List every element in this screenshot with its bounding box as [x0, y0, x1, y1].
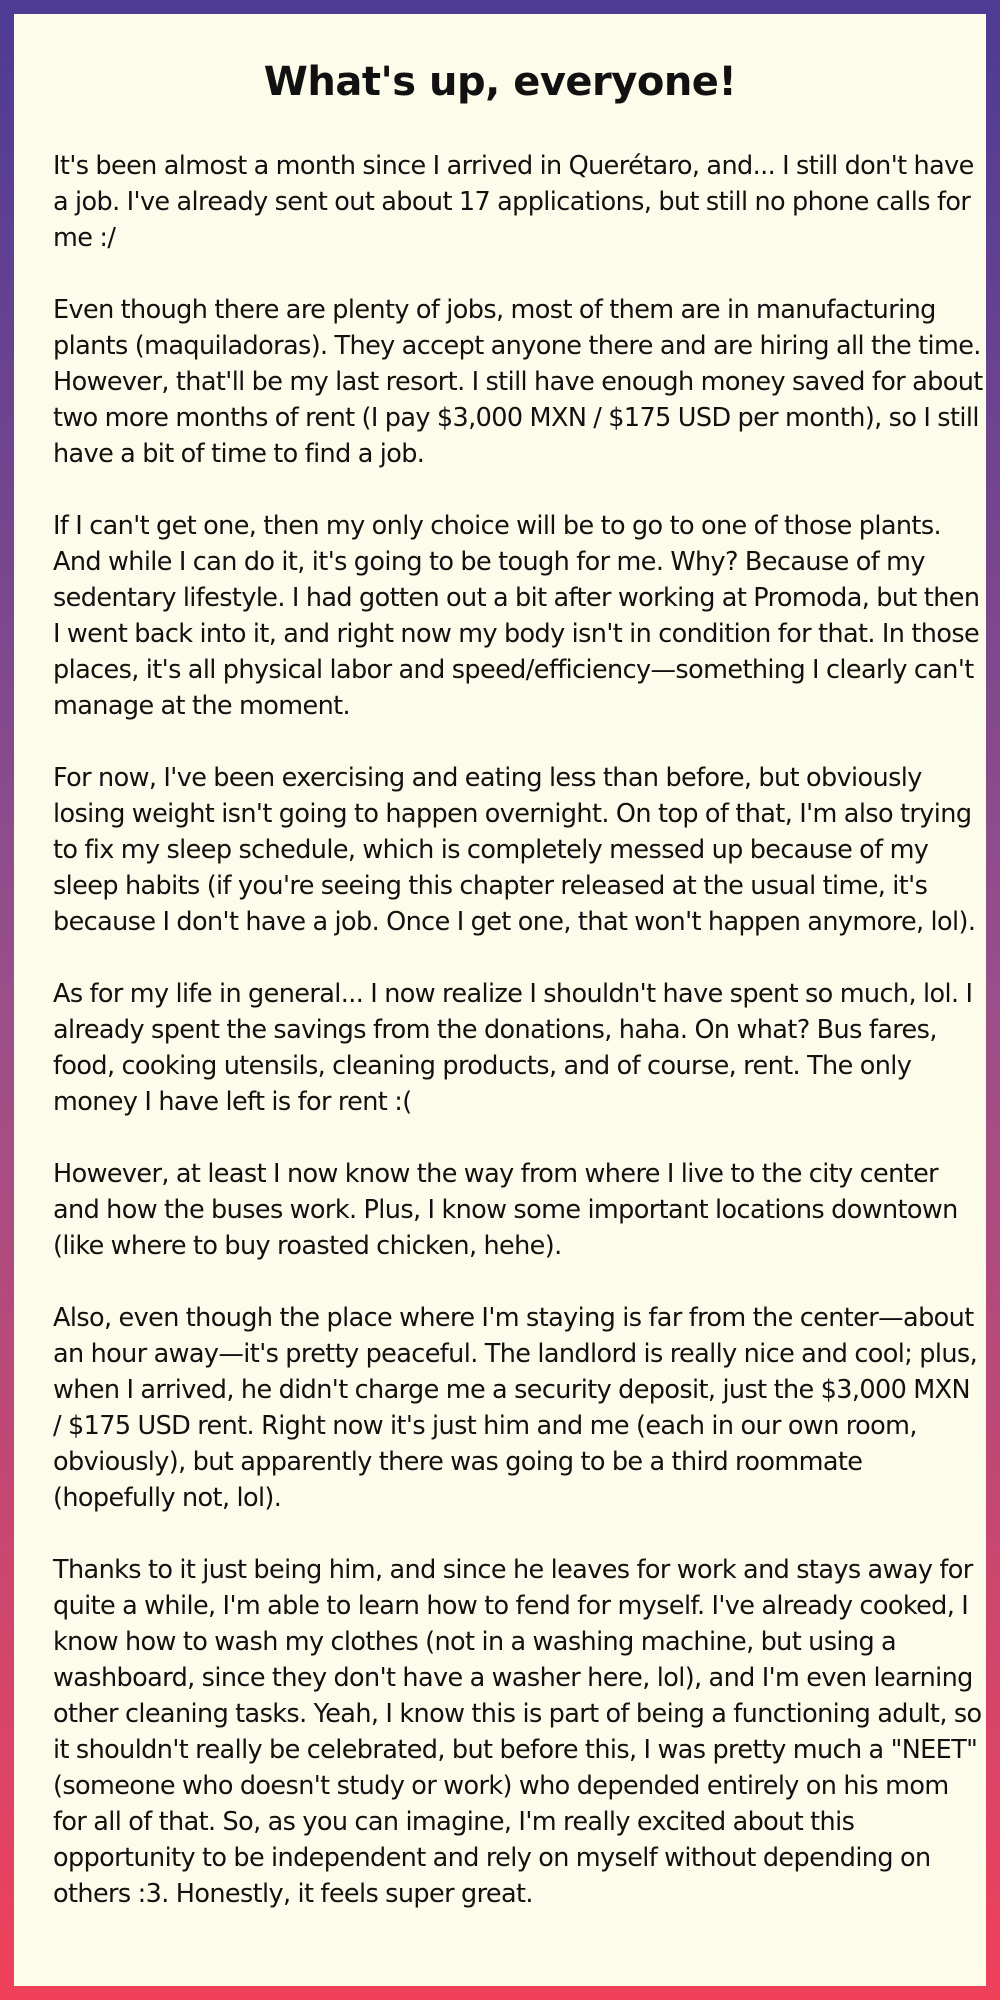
paragraph-2: Even though there are plenty of jobs, most of them are in manufacturing plants (maquiladoras). They accept anyone there and are hiring all the time. However, that'll be my last resort. I still have enough money saved for about two more months of rent (I pay $3,000 MXN / $175 USD per month), so I still have a bit of time to find a job.	[53, 295, 983, 469]
paragraph-3: If I can't get one, then my only choice will be to go to one of those plants. And while I can do it, it's going to be tough for me. Why? Because of my sedentary lifestyle. I had gotten out a bit after working at Promoda, but then I went back into it, and right now my body isn't in condition for that. In those places, it's all physical labor and speed/efficiency—something I clearly can't manage at the moment.	[53, 511, 980, 721]
note-card	[14, 14, 986, 1986]
paragraph-8: Thanks to it just being him, and since he leaves for work and stays away for quite a while, I'm able to learn how to fend for myself. I've already cooked, I know how to wash my clothes (not in a washing machine, but using a washboard, since they don't have a washer here, lol), and I'm even learning other cleaning tasks. Yeah, I know this is part of being a functioning adult, so it shouldn't really be celebrated, but before this, I was pretty much a "NEET" (someone who doesn't study or work) who depended entirely on his mom for all of that. So, as you can imagine, I'm really excited about this opportunity to be independent and rely on myself without depending on others :3. Honestly, it feels super great.	[53, 1555, 982, 1909]
note-body	[53, 148, 983, 1948]
paragraph-5: As for my life in general... I now realize I shouldn't have spent so much, lol. I already spent the savings from the donations, haha. On what? Bus fares, food, cooking utensils, cleaning products, and of course, rent. The only money I have left is for rent :(	[53, 979, 973, 1117]
paragraph-6: However, at least I now know the way from where I live to the city center and how the buses work. Plus, I know some important locations downtown (like where to buy roasted chicken, hehe).	[53, 1159, 958, 1261]
paragraph-7: Also, even though the place where I'm staying is far from the center—about an hour away—it's pretty peaceful. The landlord is really nice and cool; plus, when I arrived, he didn't charge me a security deposit, just the $3,000 MXN / $175 USD rent. Right now it's just him and me (each in our own room, obviously), but apparently there was going to be a third roommate (hopefully not, lol).	[53, 1303, 978, 1513]
page-title: What's up, everyone!	[263, 59, 737, 105]
paragraph-4: For now, I've been exercising and eating less than before, but obviously losing weight isn't going to happen overnight. On top of that, I'm also trying to fix my sleep schedule, which is completely messed up because of my sleep habits (if you're seeing this chapter released at the usual time, it's because I don't have a job. Once I get one, that won't happen anymore, lol).	[53, 763, 976, 937]
paragraph-1: It's been almost a month since I arrived in Querétaro, and... I still don't have a job. I've already sent out about 17 applications, but still no phone calls for me :/	[53, 151, 974, 253]
